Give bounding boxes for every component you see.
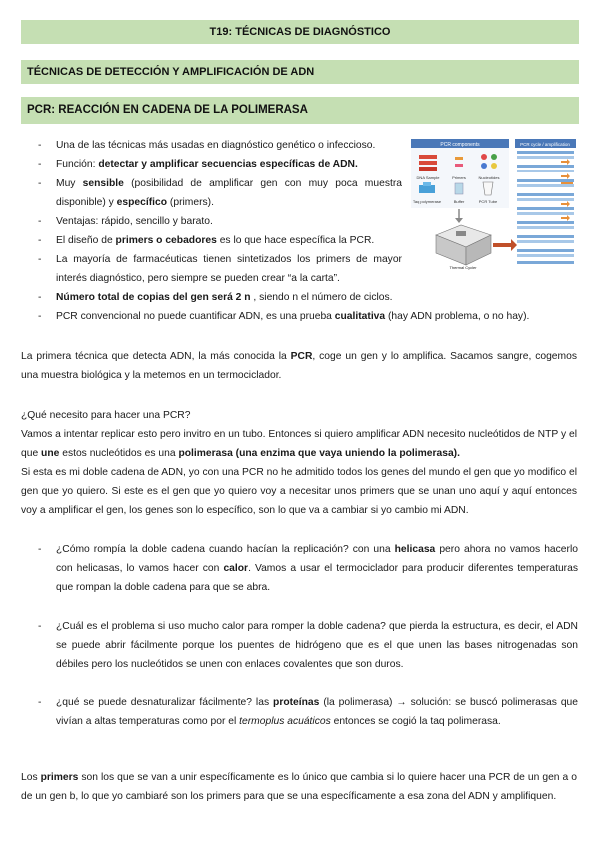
label-tube: PCR Tube <box>478 199 498 204</box>
subsection-band: PCR: REACCIÓN EN CADENA DE LA POLIMERASA <box>21 97 579 124</box>
paragraph-primers: Los primers son los que se van a unir específicamente es lo único que cambia si lo quiere hacer una PCR de un gen a o de un gen b, lo que yo cambiaré son los primers para que se una específicamente a esa zona del ADN y amplifiquen. <box>21 772 577 803</box>
paragraph-strand: Si esta es mi doble cadena de ADN, yo con una PCR no he admitido todos los genes del mundo el gen que yo modifico el gen que yo quiero. Si este es el gen que yo quiero voy a necesitar unos primers que se unan uno aquí y aquí entonces voy a amplificar el gen, los genes son lo específico, son lo que va a cambiar si yo cambio mi ADN. <box>21 467 577 517</box>
list-item: - PCR convencional no puede cuantificar ADN, es una prueba cualitativa (hay ADN problema, o no hay). <box>38 307 596 326</box>
list-item: - La mayoría de farmacéuticas tienen sintetizados los primers de mayor interés diagnóstico, pero siempre se pueden crear “a la carta”. <box>38 250 402 288</box>
label-taq: Taq polymerase <box>412 199 442 204</box>
list-item: - Una de las técnicas más usadas en diagnóstico genético o infeccioso. <box>38 136 402 155</box>
label-primers: Primers <box>452 175 466 180</box>
dna-strands-icon <box>517 151 574 264</box>
section-band: TÉCNICAS DE DETECCIÓN Y AMPLIFICACIÓN DE ADN <box>21 60 579 84</box>
label-dna: DNA Sample <box>416 175 440 180</box>
list-item: - ¿qué se puede desnaturalizar fácilmente? las proteínas (la polimerasa) → solución: se buscó polimerasas que vivían a altas temperaturas como por el termoplus acuáticos entonces se cogió la taq polimerasa. <box>38 693 578 731</box>
label-thermal-cycler: Thermal Cycler <box>449 265 477 270</box>
list-item: - Ventajas: rápido, sencillo y barato. <box>38 212 402 231</box>
small-arrows-icon <box>561 159 570 221</box>
list-item: - ¿Cómo rompía la doble cadena cuando hacían la replicación? con una helicasa pero ahora no vamos hacerlo con helicasas, lo vamos hacer con calor. Vamos a usar el termociclador para producir diferentes temperaturas que rompan la doble cadena para que se abra. <box>38 540 578 598</box>
list-item: - Número total de copias del gen será 2 n , siendo n el número de ciclos. <box>38 288 596 307</box>
list-item: - ¿Cuál es el problema si uso mucho calor para romper la doble cadena? que pierda la estructura, es decir, el ADN se puede abrir fácilmente porque los puentes de hidrógeno que es el que unen las bases nitrogenadas son débiles pero los nucleótidos se unen con enlaces covalentes que son duros. <box>38 617 578 675</box>
list-item: - Función: detectar y amplificar secuencias específicas de ADN. <box>38 155 402 174</box>
thermal-cycler-icon <box>436 225 491 265</box>
buffer-icon <box>455 183 463 194</box>
pcr-diagram-svg <box>411 135 576 271</box>
right-header-text: PCR cycle / amplification <box>520 142 570 147</box>
paragraph-replication: Vamos a intentar replicar esto pero invitro en un tubo. Entonces si quiero amplificar ADN necesito nucleótidos de NTP y el que une estos nucleótidos es una polimerasa (una enzima que vaya uniendo la polimerasa). <box>21 429 577 460</box>
label-buffer: Buffer <box>453 199 465 204</box>
label-nucleotides: Nucleotides <box>478 175 500 180</box>
left-header-text: PCR components <box>440 142 480 148</box>
title-band: T19: TÉCNICAS DE DIAGNÓSTICO <box>21 20 579 44</box>
question-heading: ¿Qué necesito para hacer una PCR? <box>21 410 191 421</box>
tube-icon <box>483 182 493 195</box>
list-item: - Muy sensible (posibilidad de amplificar gen con muy poca muestra disponible) y específico (primers). <box>38 174 402 212</box>
arrow-right-icon <box>493 239 517 251</box>
questions-list <box>38 540 578 732</box>
pcr-diagram <box>411 135 576 271</box>
list-item: - El diseño de primers o cebadores es lo que hace específica la PCR. <box>38 231 402 250</box>
dna-sample-icon <box>419 155 437 171</box>
paragraph-intro: La primera técnica que detecta ADN, la más conocida la PCR, coge un gen y lo amplifica. Sacamos sangre, cogemos una muestra biológica y la metemos en un termociclador. <box>21 351 577 382</box>
